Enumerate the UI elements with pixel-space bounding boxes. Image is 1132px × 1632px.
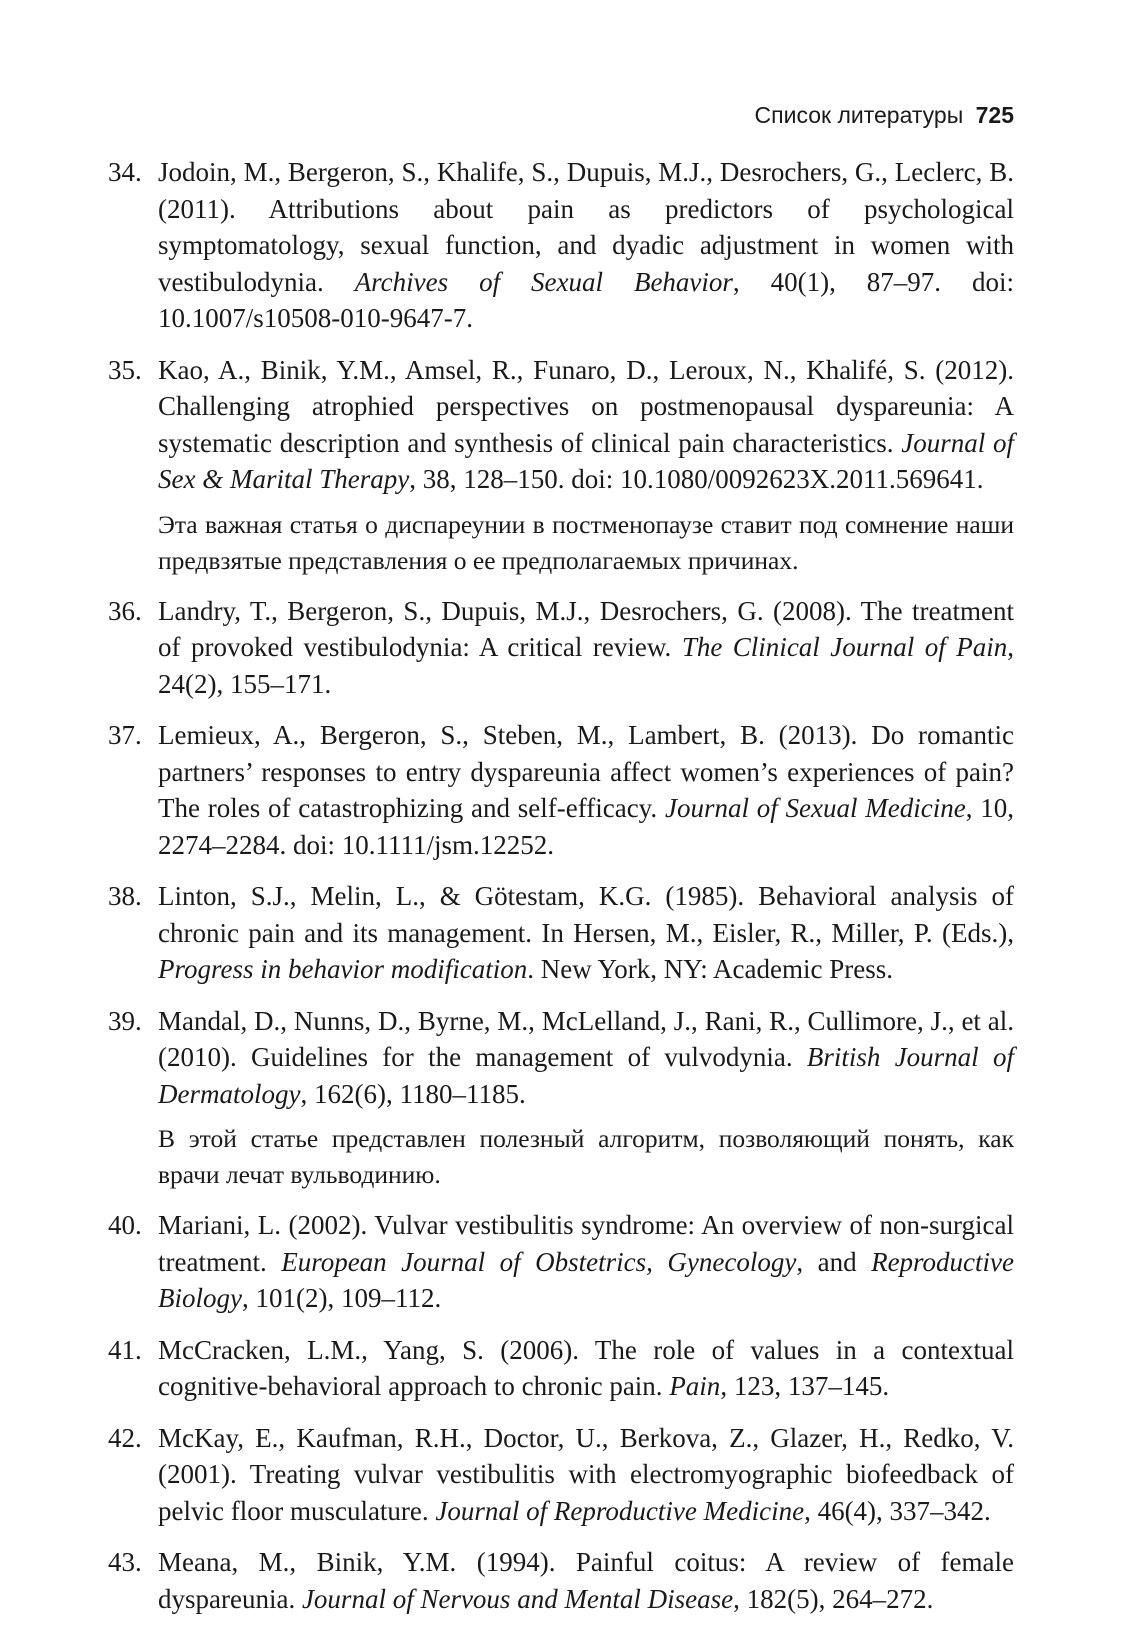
reference-text-segment: Lemieux, A., Bergeron, S., Steben, M., Lambert, B. (2013). Do romantic partners’ responses to entry dyspareunia affect women’s experiences of pain? The roles of catastrophizing and self-efficacy. (158, 720, 1014, 823)
reference-text-segment: , 40(1), 87–97. doi: 10.1007/s10508-010-9647-7. (158, 266, 1014, 333)
page-number: 725 (975, 102, 1014, 128)
reference-source-title: The Clinical Journal of Pain (681, 632, 1008, 662)
reference-text-segment: Landry, T., Bergeron, S., Dupuis, M.J., Desrochers, G. (2008). The treatment of provoked vestibulodynia: A critical review. (158, 595, 1014, 662)
reference-text-segment: Kao, A., Binik, Y.M., Amsel, R., Funaro, D., Leroux, N., Khalifé, S. (2012). Challenging atrophied perspectives on postmenopausal dyspareunia: A systematic description and synthesis of clinical pain characteristics. (158, 354, 1014, 458)
reference-item (108, 717, 1014, 863)
reference-text-segment: , 24(2), 155–171. (158, 632, 1014, 699)
reference-text (158, 1210, 1014, 1313)
reference-text-segment: , 46(4), 337–342. (804, 1495, 991, 1526)
reference-text-segment: . New York, NY: Academic Press. (527, 954, 893, 984)
reference-text-segment: McCracken, L.M., Yang, S. (2006). The role of values in a contextual cognitive-behavioral approach to chronic pain. (158, 1334, 1014, 1401)
reference-item (108, 593, 1014, 703)
reference-number: 42. (108, 1422, 142, 1453)
reference-item (108, 1420, 1014, 1530)
reference-number: 39. (108, 1005, 142, 1036)
reference-annotation: В этой статье представлен полезный алгоритм, позволяющий понять, как врачи лечат вульводинию. (158, 1124, 1014, 1189)
reference-item (108, 878, 1014, 988)
reference-source-title: Pain (669, 1371, 721, 1401)
reference-item (108, 1332, 1014, 1405)
reference-text-segment: , 10, 2274–2284. doi: 10.1111/jsm.12252. (158, 793, 1014, 860)
reference-text-segment: , 38, 128–150. doi: 10.1080/0092623X.2011.569641. (409, 464, 984, 494)
header-title: Список литературы (754, 102, 964, 128)
reference-source-title: European Journal of Obstetrics, Gynecology (281, 1246, 797, 1277)
reference-text-segment: , 162(6), 1180–1185. (300, 1078, 526, 1109)
reference-number: 38. (108, 881, 142, 911)
reference-text (158, 596, 1014, 699)
reference-number: 37. (108, 720, 142, 750)
reference-text-segment: Mandal, D., Nunns, D., Byrne, M., McLelland, J., Rani, R., Cullimore, J., et al. (2010). Guidelines for the management of vulvodynia. (158, 1005, 1014, 1072)
reference-text-segment: , and (796, 1246, 872, 1277)
running-header (755, 100, 1014, 130)
reference-number: 41. (108, 1334, 142, 1365)
reference-item (108, 352, 1014, 498)
reference-text-segment: , 182(5), 264–272. (733, 1583, 934, 1614)
reference-text-segment: Linton, S.J., Melin, L., & Götestam, K.G. (1985). Behavioral analysis of chronic pain and its management. In Hersen, M., Eisler, R., Miller, P. (Eds.), (158, 881, 1014, 948)
reference-text-segment: McKay, E., Kaufman, R.H., Doctor, U., Berkova, Z., Glazer, H., Redko, V. (2001). Treating vulvar vestibulitis with electromyographic biofeedback of pelvic floor musculature. (158, 1422, 1014, 1526)
reference-text (158, 1006, 1014, 1109)
reference-annotation: Эта важная статья о диспареунии в постменопаузе ставит под сомнение наши предвзятые представления о ее предполагаемых причинах. (158, 509, 1014, 575)
reference-number: 36. (108, 595, 142, 626)
reference-item (108, 154, 1014, 337)
reference-item (108, 1207, 1014, 1317)
reference-source-title: British Journal of Dermatology (158, 1042, 1014, 1109)
reference-text (158, 1423, 1014, 1526)
reference-source-title: Journal of Sexual Medicine (664, 793, 966, 823)
reference-text-segment: Jodoin, M., Bergeron, S., Khalife, S., Dupuis, M.J., Desrochers, G., Leclerc, B. (2011). Attributions about pain as predictors of psychological symptomatology, sexual function, and dyadic adjustment in women with vestibulodynia. (158, 157, 1014, 297)
reference-source-title: Reproductive Biology (158, 1246, 1015, 1313)
reference-number: 43. (108, 1547, 142, 1577)
reference-item (108, 1544, 1014, 1617)
reference-text (158, 1547, 1014, 1614)
reference-text-segment: , 101(2), 109–112. (241, 1283, 442, 1313)
reference-source-title: Journal of Nervous and Mental Disease (301, 1583, 734, 1614)
reference-source-title: Journal of Sex & Marital Therapy (158, 427, 1014, 494)
reference-source-title: Progress in behavior modification (158, 954, 528, 984)
reference-text-segment: Meana, M., Binik, Y.M. (1994). Painful coitus: A review of female dyspareunia. (158, 1547, 1014, 1614)
reference-text (158, 157, 1014, 333)
reference-list (108, 154, 1014, 1632)
reference-number: 40. (108, 1210, 142, 1240)
reference-number: 34. (108, 157, 142, 187)
reference-text (158, 1335, 1014, 1402)
reference-text (158, 720, 1014, 860)
reference-source-title: Journal of Reproductive Medicine (435, 1495, 805, 1526)
reference-text-segment: , 123, 137–145. (720, 1371, 890, 1401)
reference-item (108, 1003, 1014, 1113)
reference-text-segment: Mariani, L. (2002). Vulvar vestibulitis syndrome: An overview of non-surgical treatment. (158, 1210, 1014, 1277)
reference-number: 35. (108, 354, 142, 385)
reference-source-title: Archives of Sexual Behavior (354, 266, 733, 297)
reference-text (158, 355, 1014, 495)
reference-text (158, 881, 1014, 984)
